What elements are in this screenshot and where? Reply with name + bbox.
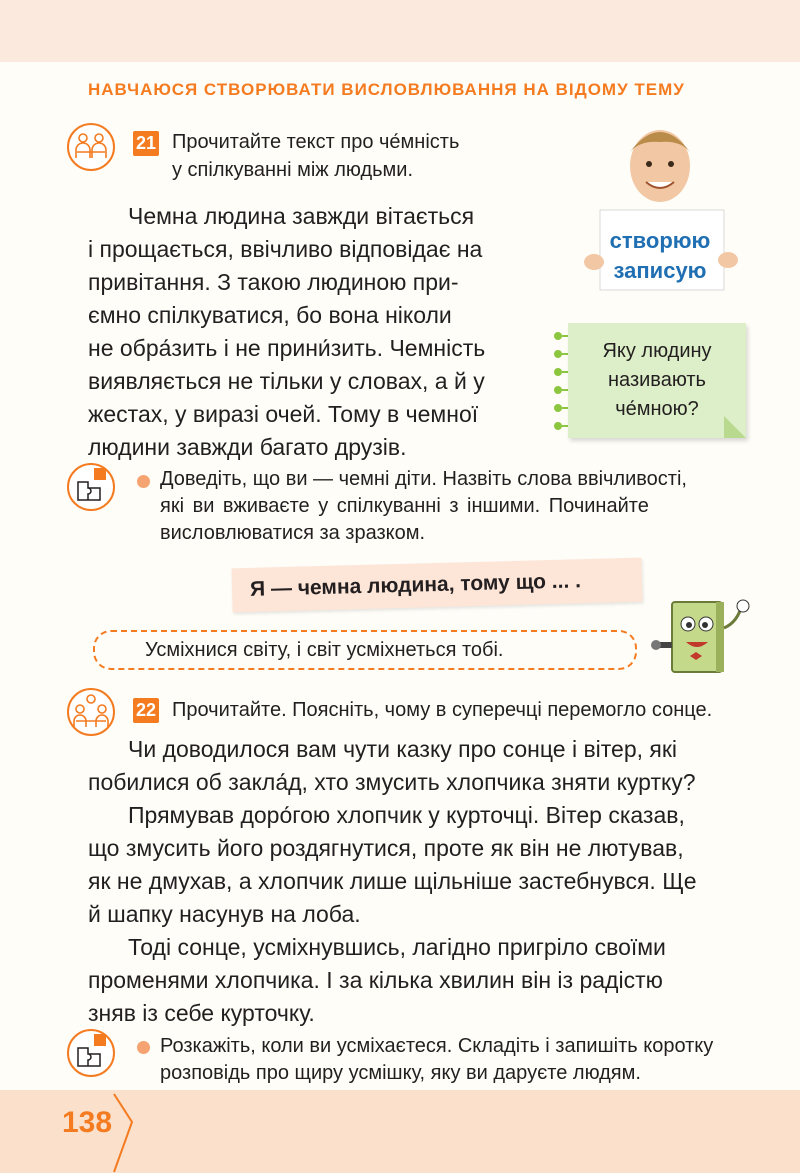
- paragraph-line: виявляється не тільки у словах, а й у: [88, 368, 485, 394]
- sign-text: [600, 226, 720, 286]
- paragraph-line: й шапку насунув на лоба.: [88, 901, 361, 927]
- paragraph-line: променями хлопчика. І за кілька хвилин він із радістю: [88, 967, 663, 993]
- task21-instruction-line1: Прочитайте текст про че́мність: [172, 131, 460, 153]
- paragraph-line: Тоді сонце, усміхнувшись, лагідно пригріло своїми: [128, 934, 666, 960]
- paragraph-line: ємно спілкуватися, бо вона ніколи: [88, 302, 452, 328]
- task21-paragraph: [88, 200, 532, 464]
- task-number-22: 22: [133, 698, 159, 723]
- section-heading: НАВЧАЮСЯ СТВОРЮВАТИ ВИСЛОВЛЮВАННЯ НА ВІДОМУ ТЕМУ: [88, 80, 685, 99]
- question-line: називають: [608, 369, 706, 391]
- paragraph-line: Прямував доро́гою хлопчик у курточці. Вітер сказав,: [128, 802, 685, 828]
- paragraph-line: жестах, у виразі очей. Тому в чемної: [88, 401, 479, 427]
- bullet-line: розповідь про щиру усмішку, яку ви даруєте людям.: [160, 1062, 641, 1084]
- puzzle-icon: [66, 462, 116, 512]
- question-card: [568, 323, 746, 438]
- paragraph-line: побилися об закла́д, хто змусить хлопчика зняти куртку?: [88, 769, 696, 795]
- bullet-dot: [137, 1041, 150, 1054]
- group-discussion-icon: [66, 122, 116, 172]
- task22-instruction: Прочитайте. Поясніть, чому в суперечці перемогло сонце.: [172, 699, 713, 721]
- sign-line: створюю: [609, 228, 711, 253]
- paragraph-line: що змусить його роздягнутися, проте як він не лютував,: [88, 835, 684, 861]
- task21-bullet-text: [160, 466, 738, 547]
- top-band: [0, 0, 800, 62]
- book-mascot-icon: [650, 598, 754, 682]
- bullet-dot: [137, 475, 150, 488]
- bullet-line: Розкажіть, коли ви усміхаєтеся. Складіть і запишіть коротку: [160, 1035, 714, 1057]
- paragraph-line: не обра́зить і не прини́зить. Чемність: [88, 335, 486, 361]
- question-line: Яку людину: [602, 340, 712, 362]
- page-fold: [724, 416, 746, 438]
- paragraph-line: Чи доводилося вам чути казку про сонце і вітер, які: [128, 736, 678, 762]
- paragraph-line: привітання. З такою людиною при-: [88, 269, 459, 295]
- task22-bullet-text: [160, 1033, 740, 1087]
- page-corner-decoration: [110, 1092, 140, 1173]
- question-line: че́мною?: [615, 398, 699, 420]
- paragraph-line: як не дмухав, а хлопчик лише щільніше застебнувся. Ще: [88, 868, 697, 894]
- task22-paragraph: [88, 733, 740, 1030]
- bullet-line: висловлюватися за зразком.: [160, 522, 426, 544]
- task21-instruction-line2: у спілкуванні між людьми.: [172, 159, 414, 181]
- proverb-text: Усміхнися світу, і світ усміхнеться тобі.: [145, 639, 504, 661]
- group-discussion-icon: [66, 687, 116, 737]
- page-number: 138: [62, 1106, 113, 1139]
- bullet-line: Доведіть, що ви — чемні діти. Назвіть слова ввічливості,: [160, 468, 687, 490]
- puzzle-icon: [66, 1028, 116, 1078]
- proverb-box: [93, 630, 637, 670]
- sample-phrase: Я — чемна людина, тому що ... .: [249, 569, 582, 601]
- sample-phrase-box: [231, 558, 642, 613]
- paragraph-line: зняв із себе курточку.: [88, 1000, 315, 1026]
- sign-line: записую: [613, 258, 707, 283]
- task-number-21: 21: [133, 131, 159, 156]
- paragraph-line: Чемна людина завжди вітається: [128, 203, 475, 229]
- paragraph-line: і прощається, ввічливо відповідає на: [88, 236, 483, 262]
- paragraph-line: людини завжди багато друзів.: [88, 434, 407, 460]
- bullet-line: які ви вживаєте у спілкуванні з іншими. Починайте: [160, 495, 649, 517]
